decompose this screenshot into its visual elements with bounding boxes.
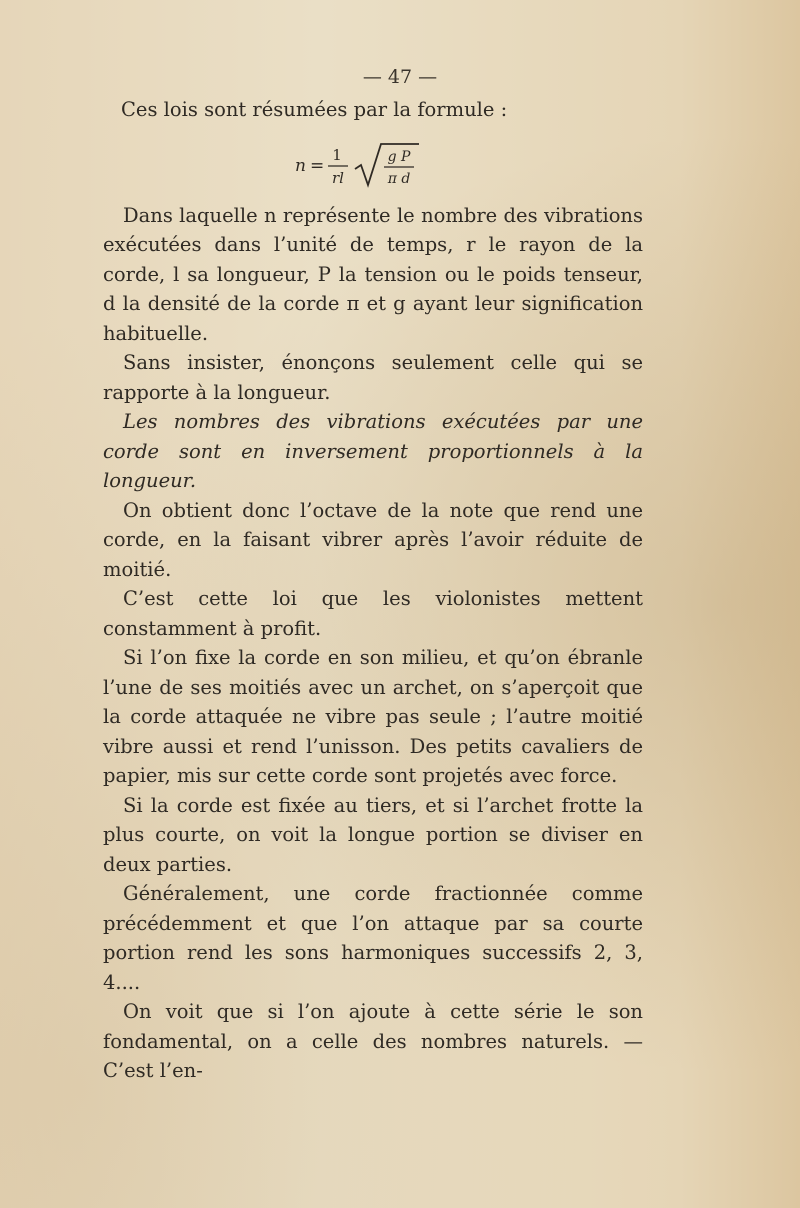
page-number: — 47 — xyxy=(362,66,438,88)
paragraph-violinists: C’est cette loi que les violonistes mettent constamment à profit. xyxy=(103,587,643,640)
vibration-formula xyxy=(103,125,643,201)
paragraph-length-law-intro: Sans insister, énonçons seulement celle qui se rapporte à la longueur. xyxy=(103,351,643,404)
radical-numerator: g P xyxy=(387,148,411,165)
formula-denominator: rl xyxy=(332,168,344,187)
formula-numerator: 1 xyxy=(332,145,342,164)
page-body xyxy=(103,95,643,1086)
paragraph-third-fix: Si la corde est fixée au tiers, et si l’archet frotte la plus courte, on voit la longue portion se diviser en deux parties. xyxy=(103,793,643,876)
radical-denominator: π d xyxy=(387,170,411,187)
paragraph-octave: On obtient donc l’octave de la note que rend une corde, en la faisant vibrer après l’avoir réduite de moitié. xyxy=(103,498,643,581)
formula-equals: = xyxy=(310,155,325,176)
paragraph-natural-numbers: On voit que si l’on ajoute à cette série le son fondamental, on a celle des nombres naturels. — C’est l’en- xyxy=(103,1000,643,1082)
formula-graphic xyxy=(273,125,473,201)
paragraph-harmonics: Généralement, une corde fractionnée comme précédemment et que l’on attaque par sa courte portion rend les sons harmoniques successifs 2, 3, 4.... xyxy=(103,882,643,994)
intro-paragraph: Ces lois sont résumées par la formule : xyxy=(121,98,508,121)
paragraph-middle-fix: Si l’on fixe la corde en son milieu, et qu’on ébranle l’une de ses moitiés avec un archet, on s’aperçoit que la corde attaquée ne vibre pas seule ; l’autre moitié vibre aussi et rend l’unisson. Des petits cavaliers de papier, mis sur cette corde sont projetés avec force. xyxy=(103,646,643,787)
paragraph-definitions: Dans laquelle n représente le nombre des vibrations exécutées dans l’unité de temps, r le rayon de la corde, l sa longueur, P la tension ou le poids tenseur, d la densité de la corde π et g ayant leur signification habituelle. xyxy=(103,203,643,345)
paragraph-law-statement: Les nombres des vibrations exécutées par une corde sont en inversement proportionnels à la longueur. xyxy=(103,410,643,492)
formula-lhs: n xyxy=(295,155,306,176)
